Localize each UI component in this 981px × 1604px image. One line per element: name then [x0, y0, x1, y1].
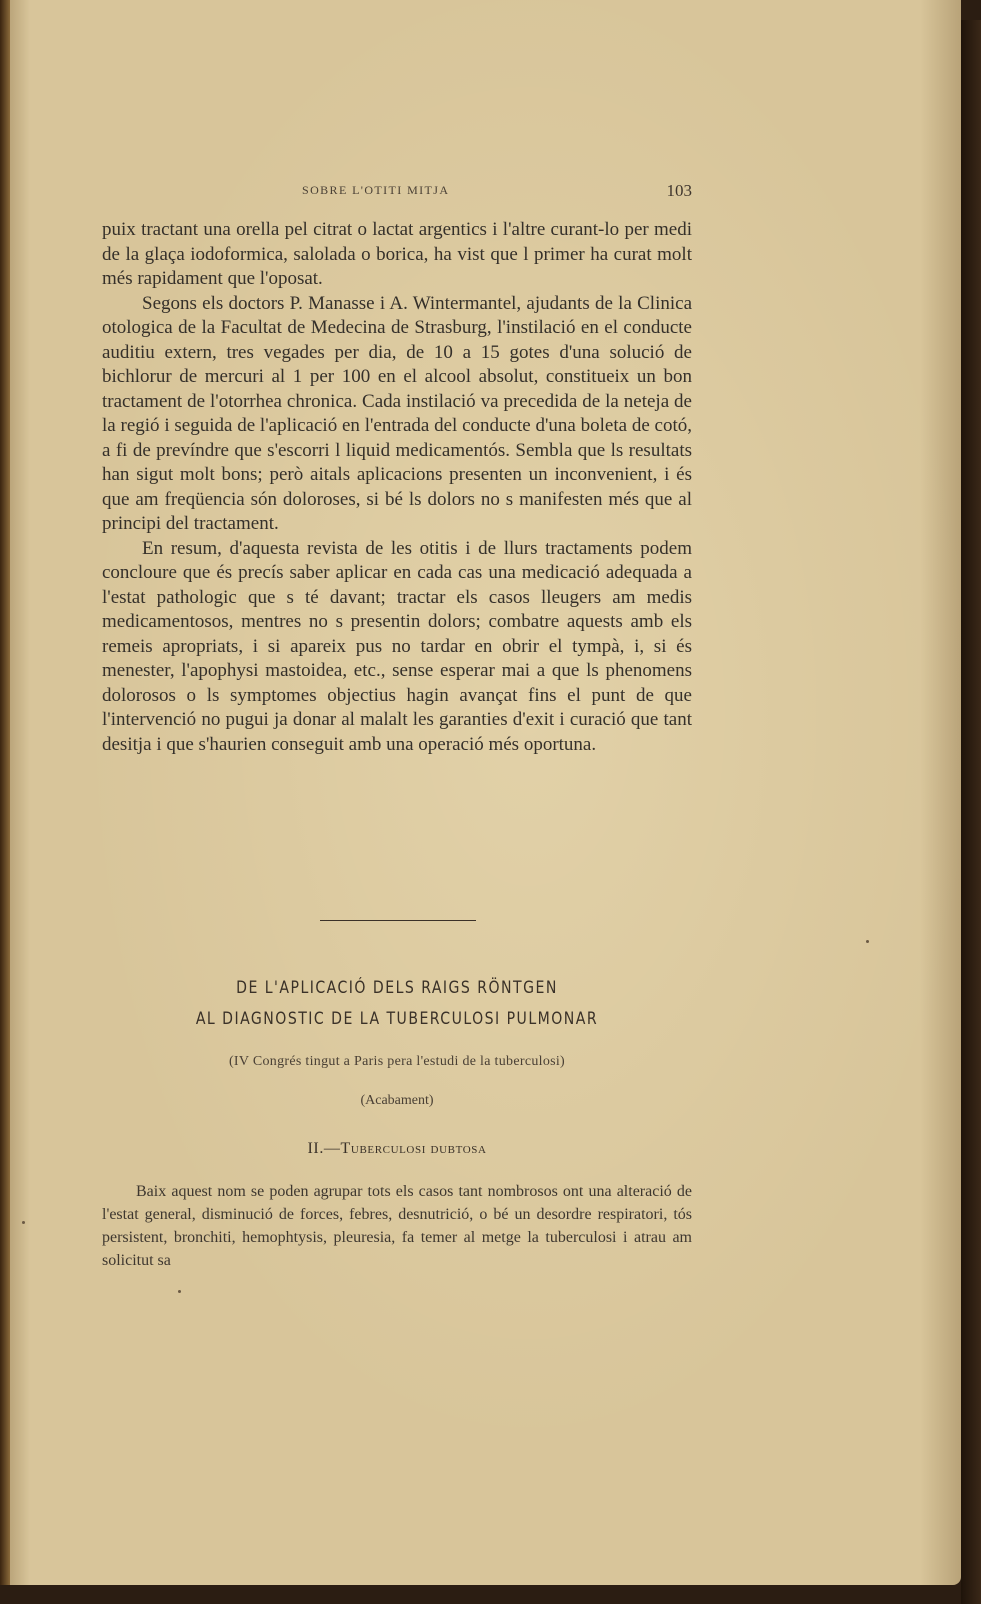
section-heading: II.—Tuberculosi dubtosa [307, 1140, 487, 1157]
body-text [102, 218, 692, 757]
article-title-line-1: DE L'APLICACIÓ DELS RAIGS RÖNTGEN [236, 978, 558, 998]
paragraph: Segons els doctors P. Manasse i A. Wintermantel, ajudants de la Clinica otologica de la Facultat de Medecina de Strasburg, l'instilació en el conducte auditiu extern, tres vegades per dia, de 10 a 15 gotes d'una solució de bichlorur de mercuri al 1 per 100 en el alcool absolut, constitueix un bon tractament de l'otorrhea chronica. Cada instilació va precedida de la neteja de la regió i seguida de l'aplicació en l'entrada del conducte d'una boleta de cotó, a fi de prevíndre que s'escorri l liquid medicamentós. Sembla que ls resultats han sigut molt bons; però aitals aplicacions presenten un inconvenient, i és que am freqüencia són doloroses, si bé ls dolors no s manifesten més que al principi del tractament. [102, 292, 692, 534]
running-head: SOBRE L'OTITI MITJA [302, 183, 450, 197]
paper-speck [178, 1290, 181, 1293]
section-text [102, 1180, 692, 1272]
book-binding [0, 0, 10, 1585]
article-subtitle: (IV Congrés tingut a Paris pera l'estudi de la tuberculosi) [228, 1054, 566, 1069]
section-divider [320, 920, 476, 921]
paragraph: puix tractant una orella pel citrat o lactat argentics i l'altre curant-lo per medi de la glaça iodoformica, salolada o borica, ha vist que l primer ha curat molt més rapidament que l'oposat. [102, 219, 692, 289]
paragraph: Baix aquest nom se poden agrupar tots els casos tant nombrosos ont una alteració de l'estat general, disminució de forces, febres, desnutrició, o bé un desordre respiratori, tós persistent, bronchiti, hemophtysis, pleuresia, fa temer al metge la tuberculosi i atrau am solicitut sa [102, 1183, 692, 1269]
paper-speck [866, 940, 869, 943]
continuation-note: (Acabament) [360, 1093, 434, 1108]
paper-speck [22, 1221, 25, 1224]
page-edge-shadow [961, 20, 981, 1604]
paragraph: En resum, d'aquesta revista de les otitis i de llurs tractaments podem concloure que és precís saber aplicar en cada cas una medicació adequada a l'estat pathologic que s té davant; tractar els casos lleugers am medis medicamentosos, mentres no s presentin dolors; combatre aquests amb els remeis apropriats, i si apareix pus no tardar en obrir el tympà, i, si és menester, l'apophysi mastoidea, etc., sense esperar mai a que ls phenomens dolorosos o ls symptomes objectius hagin avançat fins el punt de que l'intervenció no pugui ja donar al malalt les garanties d'exit i curació que tant desitja i que s'haurien conseguit amb una operació més oportuna. [102, 537, 692, 755]
page-number: 103 [666, 181, 692, 200]
page-header [102, 183, 692, 207]
article-title-line-2: AL DIAGNOSTIC DE LA TUBERCULOSI PULMONAR [195, 1009, 599, 1029]
